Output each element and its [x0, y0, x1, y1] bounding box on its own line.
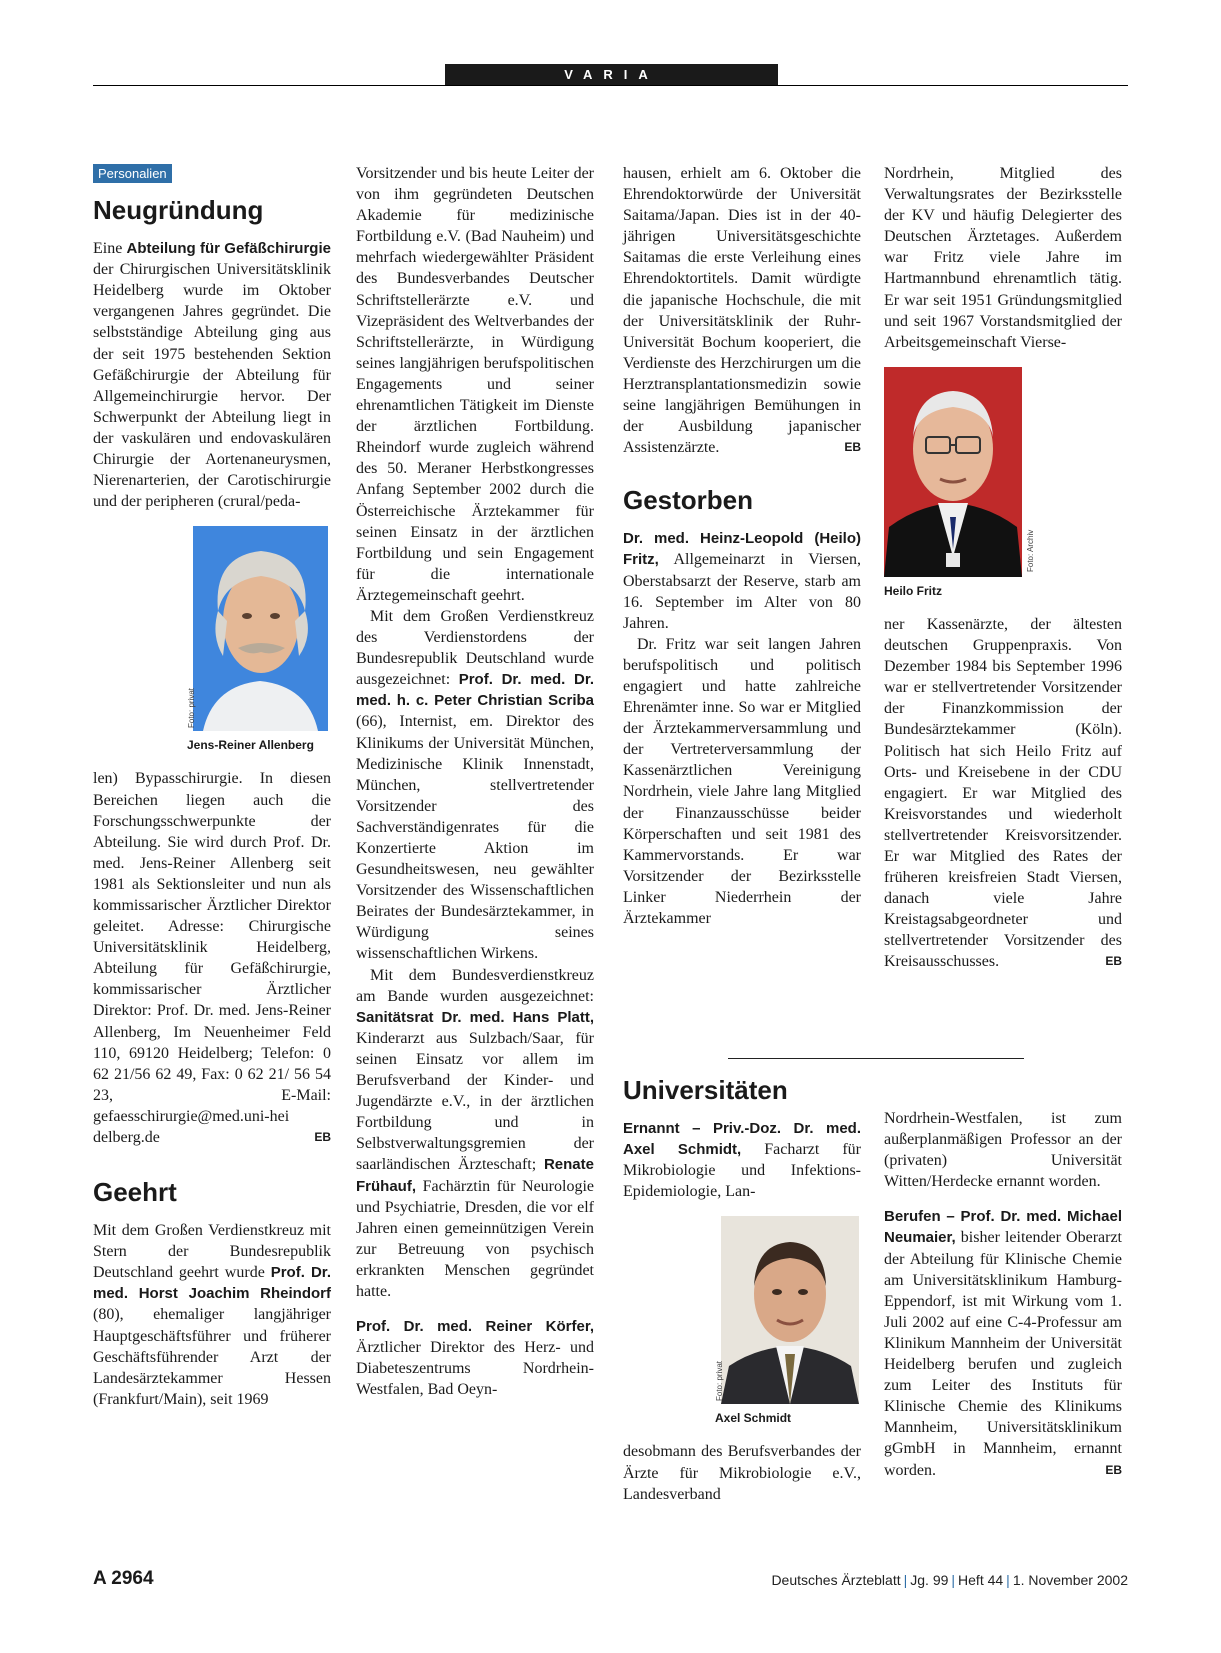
- heading-geehrt: Geehrt: [93, 1177, 177, 1208]
- paragraph: Nordrhein-Westfalen, ist zum außerplanmäßigen Professor an der (privaten) Universität Witten/Herdecke ernannt worden.: [884, 1110, 1122, 1191]
- heading-neugruendung: Neugründung: [93, 195, 264, 226]
- author-signature: EB: [1105, 954, 1122, 969]
- photo-caption: Axel Schmidt: [715, 1411, 792, 1426]
- paragraph: Dr. med. Heinz-Leopold (Heilo) Fritz, Allgemeinarzt in Viersen, Oberstabsarzt der Reserve, starb am 16. September im Alter von 80 Jahren.: [623, 530, 861, 632]
- paragraph: hausen, erhielt am 6. Oktober die Ehrendoktorwürde der Universität Saitama/Japan. Dies ist in der 40-jährigen Universitätsgeschichte Saitamas die erste Verleihung eines Ehrendoktortitels. Damit würdigte die japanische Hochschule, die mit der Universitätsklinik der Ruhr-Universität Bochum kooperiert, die Verdienste des Herzchirurgen um die Herztransplantationsmedizin sowie seine langjährigen Bemühungen in der Ausbildung japanischer Assistenzärzte. EB: [623, 163, 861, 458]
- paragraph: Mit dem Großen Verdienstkreuz mit Stern der Bundesrepublik Deutschland geehrt wurde Prof. Dr. med. Horst Joachim Rheindorf (80), ehemaliger langjähriger Hauptgeschäftsführer und früherer Geschäftsführender Arzt der Landesärztekammer Hessen (Frankfurt/Main), seit 1969: [93, 1222, 331, 1408]
- section-header: VARIA: [445, 64, 778, 85]
- journal-name: Deutsches Ärzteblatt: [771, 1572, 901, 1588]
- photo-credit: Foto: Archiv: [1026, 529, 1035, 572]
- paragraph: Berufen – Prof. Dr. med. Michael Neumaier, bisher leitender Oberarzt der Abteilung für Klinische Chemie am Universitätsklinikum Hamburg-Eppendorf, ist mit Wirkung vom 1. Juli 2002 auf eine C-4-Professur am Klinikum Mannheim der Universität Heidelberg berufen und zugleich zum Leiter des Instituts für Klinische Chemie des Klinikums Mannheim, Universitätsklinikum gGmbH in Mannheim, ernannt worden. EB: [884, 1206, 1122, 1480]
- volume: Jg. 99: [910, 1572, 949, 1588]
- heading-universitaeten: Universitäten: [623, 1075, 788, 1105]
- paragraph: Eine Abteilung für Gefäßchirurgie der Chirurgischen Universitätsklinik Heidelberg wurde im Oktober vergangenen Jahres gegründet. Die selbstständige Abteilung ging aus der seit 1975 bestehenden Sektion Gefäßchirurgie der Abteilung für Allgemeinchirurgie hervor. Der Schwerpunkt der Abteilung liegt in der vaskulären und endovaskulären Chirurgie der Aortenaneurysmen, Nierenarterien, der Carotischirurgie und der peripheren (crural/peda-: [93, 240, 331, 511]
- column-1: [93, 163, 331, 1410]
- author-signature: EB: [1105, 1462, 1122, 1477]
- portrait-photo: [884, 367, 1035, 577]
- author-signature: EB: [314, 1130, 331, 1144]
- paragraph: Dr. Fritz war seit langen Jahren berufspolitisch und politisch engagiert und hatte zahlreiche Ehrenämter inne. So war er Mitglied der Ärztekammerversammlung und der Vertreterversammlung der Kassenärztlichen Vereinigung Nordrhein, viele Jahre lang Mitglied der Finanzausschüsse beider Körperschaften und seit 1981 des Kammervorstands. Er war Vorsitzender der Bezirksstelle Linker Niederrhein der Ärztekammer: [623, 635, 861, 927]
- portrait-fritz-image: [884, 367, 1022, 577]
- column-4: [884, 163, 1122, 973]
- column-3-lower: [623, 1074, 861, 1505]
- photo-credit: Foto: privat: [715, 1361, 724, 1402]
- heading-gestorben: Gestorben: [623, 485, 754, 516]
- paragraph: Mit dem Großen Verdienstkreuz des Verdienstordens der Bundesrepublik Deutschland wurde ausgezeichnet: Prof. Dr. med. Dr. med. h. c. Peter Christian Scriba (66), Internist, em. Direktor des Klinikums der Universität München, Medizinische Klinik Innenstadt, München, stellvertretender Vorsitzender des Sachverständigenrates für die Konzertierte Aktion im Gesundheitswesen, neu gewählter Vorsitzender des Wissenschaftlichen Beirates der Bundesärztekammer, in Würdigung seines wissenschaftlichen Wirkens.: [356, 607, 594, 963]
- figure-fritz: [884, 367, 1122, 602]
- portrait-allenberg-image: [193, 526, 328, 731]
- section-divider: [728, 1058, 1024, 1059]
- paragraph: Nordrhein, Mitglied des Verwaltungsrates der Bezirksstelle der KV und häufig Delegierter des Deutschen Ärztetages. Außerdem war Fritz viele Jahre im Hartmannbund ehrenamtlich tätig. Er war seit 1951 Gründungsmitglied und seit 1967 Vorstandsmitglied der Arbeitsgemeinschaft Vierse-: [884, 165, 1122, 351]
- paragraph: Mit dem Bundesverdienstkreuz am Bande wurden ausgezeichnet: Sanitätsrat Dr. med. Hans Platt, Kinderarzt aus Sulzbach/Saar, für seinen Einsatz vor allem im Berufsverband der Kinder- und Jugendärzte e.V., in der ärztlichen Fortbildung und in Selbstverwaltungsgremien der saarländischen Ärzteschaft; Renate Frühauf, Fachärztin für Neurologie und Psychiatrie, Dresden, die vor elf Jahren einen gemeinnützigen Verein zur Betreuung von psychisch erkrankten Menschen gegründet hatte.: [356, 966, 594, 1300]
- category-tag: Personalien: [93, 164, 172, 183]
- paragraph: Ernannt – Priv.-Doz. Dr. med. Axel Schmidt, Facharzt für Mikrobiologie und Infektions-Epidemiologie, Lan-: [623, 1120, 861, 1201]
- footer-citation: Deutsches Ärzteblatt | Jg. 99 | Heft 44 | 1. November 2002: [771, 1572, 1128, 1588]
- issue: Heft 44: [958, 1572, 1004, 1588]
- paragraph: Vorsitzender und bis heute Leiter der von ihm gegründeten Deutschen Akademie für medizinische Fortbildung e.V. (Bad Nauheim) und mehrfach wiedergewählter Präsident des Bundesverbandes Deutscher Schriftstellerärzte e.V. und Vizepräsident des Weltverbandes der Schriftstellerärzte, in Würdigung seines langjährigen berufspolitischen Engagements und seiner ehrenamtlichen Tätigkeit im Dienste der ärztlichen Fortbildung. Rheindorf wurde zugleich während des 50. Meraner Herbstkongresses Anfang September 2002 durch die Österreichische Ärztekammer für seinen Einsatz in der ärztlichen Fortbildung und sein Engagement für die internationale Ärztegemeinschaft geehrt.: [356, 165, 594, 604]
- page-number: A 2964: [93, 1568, 154, 1589]
- column-2: [356, 163, 594, 1400]
- paragraph: len) Bypasschirurgie. In diesen Bereichen liegen auch die Forschungsschwerpunkte der Abteilung. Sie wird durch Prof. Dr. med. Jens-Reiner Allenberg seit 1981 als Sektionsleiter und nun als kommissarischer Ärztlicher Direktor geleitet. Adresse: Chirurgische Universitätsklinik Heidelberg, Abteilung für Gefäßchirurgie, kommissarischer Ärztlicher Direktor: Prof. Dr. med. Jens-Reiner Allenberg, Im Neuenheimer Feld 110, 69120 Heidelberg; Telefon: 0 62 21/56 62 49, Fax: 0 62 21/ 56 54 23, E-Mail: gefaesschirurgie@med.uni-hei delberg.de EB: [93, 768, 331, 1148]
- header-rule: [93, 85, 1128, 86]
- paragraph: ner Kassenärzte, der ältesten deutschen Gruppenpraxis. Von Dezember 1984 bis September 1996 war er stellvertretender Vorsitzender der Finanzkommission der Bundesärztekammer (Köln). Politisch hat sich Heilo Fritz auf Orts- und Kreisebene in der CDU engagiert. Er war Mitglied des Kreisvorstandes und wiederholt stellvertretender Kreisvorsitzender. Er war Mitglied des Rates der früheren kreisfreien Stadt Viersen, danach viele Jahre Kreistagsabgeordneter und stellvertretender Vorsitzender des Kreisausschusses. EB: [884, 614, 1122, 973]
- photo-caption: Heilo Fritz: [884, 583, 943, 598]
- column-4-lower: [884, 1108, 1122, 1481]
- figure-schmidt: [623, 1216, 861, 1429]
- photo-caption: Jens-Reiner Allenberg: [187, 738, 314, 753]
- portrait-photo: [715, 1216, 859, 1404]
- figure-allenberg: [93, 526, 331, 756]
- portrait-photo: [187, 526, 328, 731]
- paragraph: Prof. Dr. med. Reiner Körfer, Ärztlicher Direktor des Herz- und Diabeteszentrums Nordrhein-Westfalen, Bad Oeyn-: [356, 1318, 594, 1399]
- column-3: [623, 163, 861, 929]
- photo-credit: Foto: privat: [187, 688, 196, 729]
- paragraph: desobmann des Berufsverbandes der Ärzte für Mikrobiologie e.V., Landesverband: [623, 1443, 861, 1503]
- issue-date: 1. November 2002: [1012, 1572, 1128, 1588]
- portrait-schmidt-image: [721, 1216, 859, 1404]
- author-signature: EB: [844, 440, 861, 455]
